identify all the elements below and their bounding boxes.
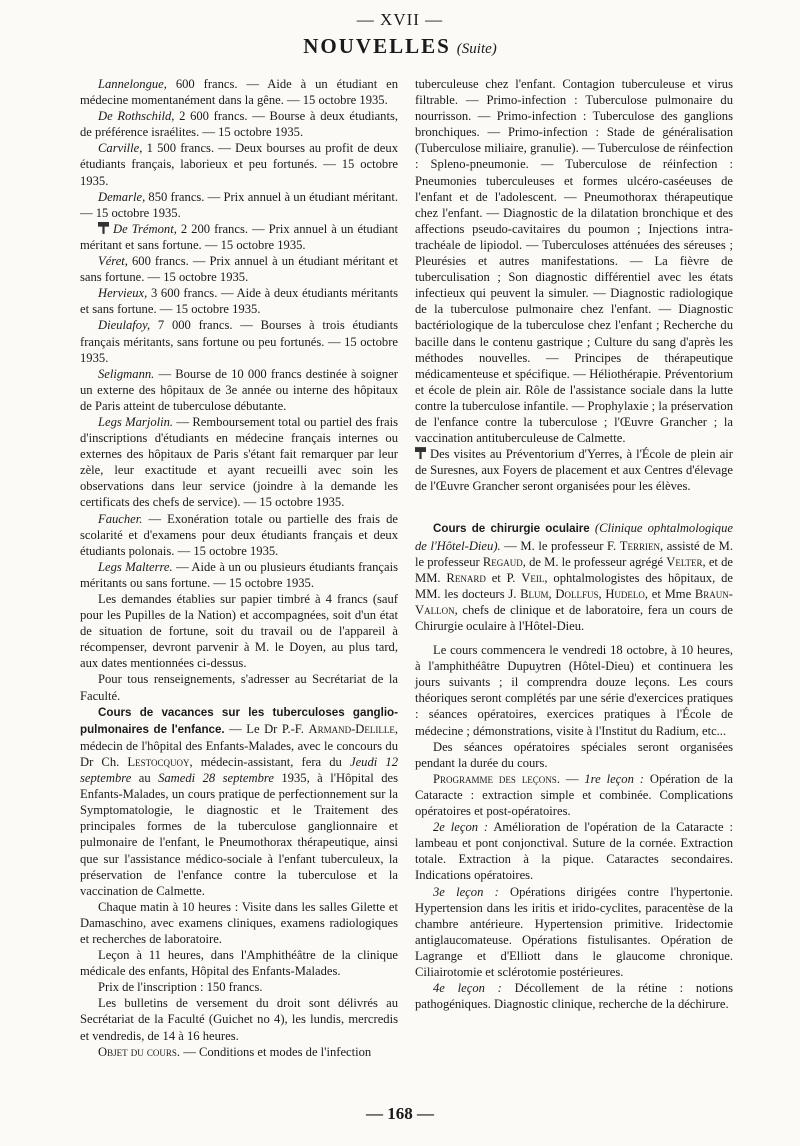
spacer bbox=[415, 494, 733, 520]
person-name: Velter, bbox=[666, 554, 706, 569]
text-run: et de MM. bbox=[415, 554, 733, 585]
lesson-label: 3e leçon : bbox=[433, 884, 499, 899]
lesson-label: 1re leçon : bbox=[584, 771, 644, 786]
roman-page-number: — XVII — bbox=[356, 10, 444, 29]
prize-entry bbox=[80, 511, 398, 559]
text-run: Opérations dirigées contre l'hypertonie. Hypertension dans les iritis et irido-cyclites, paracentèse de la chambre antérieure. Hypertension primitive. Iridectomie antiglaucomateuse. Opérations fistulisantes. Opération de Lagrange et d'Elliott dans le glaucome chronique. Ciliairotomie et sclérotomie postérieures. bbox=[415, 884, 733, 979]
text-run: et Mme bbox=[648, 586, 695, 601]
prize-name: Hervieux, bbox=[98, 286, 148, 301]
paragraph-lesson-2 bbox=[415, 819, 733, 883]
prize-name: Carville, bbox=[98, 141, 143, 156]
prize-name: Legs Malterre. bbox=[98, 559, 173, 574]
lesson-label: 2e leçon : bbox=[433, 820, 489, 835]
prize-name: Véret, bbox=[98, 254, 128, 269]
page-number: — 168 — bbox=[366, 1104, 434, 1123]
paragraph-commencera: Le cours commencera le vendredi 18 octobre, à 10 heures, à l'amphithéâtre Dupuytren (Hôtel-Dieu) et continuera les jours suivants ; il comprendra douze leçons. Les cours théoriques seront complétés par une série d'exercices pratiques : séances opératoires, exercices pratiques à l'École de médecine ; démonstrations, visite à l'Institut du Radium, etc... bbox=[415, 643, 733, 738]
text-run: — M. le professeur F. bbox=[500, 538, 620, 553]
ocular-course-place: (Clinique ophtalmologique de l'Hôtel-Dieu). bbox=[415, 521, 733, 553]
pointing-hand-icon bbox=[98, 222, 109, 234]
text-run: Des visites au Préventorium d'Yerres, à l'École de plein air de Suresnes, aux Foyers de placement et aux Centres d'élevage de l'Œuvre Grancher seront organisées pour les élèves. bbox=[415, 447, 733, 494]
pointing-hand-icon bbox=[415, 447, 426, 459]
prize-description: 3 600 francs. — Aide à deux étudiants méritants et sans fortune. — 15 octobre 1935. bbox=[80, 286, 398, 317]
text-run: 1935, à l'Hôpital des Enfants-Malades, un cours pratique de perfectionnement sur la Symptomatologie, le diagnostic et le Traitement des principales formes de la tuberculose ganglionnaire et pulmonaire de l'enfant, le Pneumothorax thérapeutique, ainsi que sur l'assistance médico-sociale à l'enfant tuberculeux, la préservation de l'enfance contre la tuberculose et la vaccination de Calmette. bbox=[80, 771, 398, 898]
prize-description: 2 200 francs. — Prix annuel à un étudiant méritant et sans fortune. — 15 octobre 1935. bbox=[80, 221, 399, 252]
prize-entry bbox=[80, 189, 398, 221]
prize-entry bbox=[80, 140, 398, 188]
section-title-text: NOUVELLES bbox=[303, 34, 451, 58]
right-column bbox=[415, 76, 733, 1012]
person-name: Terrien, bbox=[619, 538, 664, 553]
prize-description: 7 000 francs. — Bourses à trois étudiants français méritants, sans fortune ou peu fortunés. — 15 octobre 1935. bbox=[80, 318, 398, 365]
prize-description: 1 500 francs. — Deux bourses au profit de deux étudiants français, laborieux et peu fortunés. — 15 octobre 1935. bbox=[80, 141, 398, 188]
paragraph-objet bbox=[80, 1044, 398, 1060]
prize-description: 600 francs. — Prix annuel à un étudiant méritant et sans fortune. — 15 octobre 1935. bbox=[80, 254, 398, 285]
person-name: Regaud, bbox=[482, 554, 526, 569]
text-run: médecin de l'hôpital des Enfants-Malades, avec le concours du Dr Ch. bbox=[80, 738, 398, 769]
objet-label: Objet du cours. bbox=[98, 1044, 181, 1059]
paragraph-bulletins: Les bulletins de versement du droit sont délivrés au Secrétariat de la Faculté (Guichet no 4), les lundis, mercredis et vendredis, de 14 à 16 heures. bbox=[80, 996, 398, 1043]
prize-entry bbox=[80, 414, 398, 511]
text-run: assisté de M. le professeur bbox=[415, 538, 733, 569]
prize-entry bbox=[80, 108, 398, 140]
paragraph-seances: Des séances opératoires spéciales seront organisées pendant la durée du cours. bbox=[415, 739, 733, 770]
person-name: Renard bbox=[446, 570, 486, 585]
paragraph-lesson-3 bbox=[415, 884, 733, 981]
prize-name: Dieulafoy, bbox=[98, 318, 151, 333]
prize-description: — Exonération totale ou partielle des frais de scolarité et d'examens pour deux étudiants français et deux étudiants polonais. — 15 octobre 1935. bbox=[80, 511, 398, 558]
prize-name: Demarle, bbox=[98, 189, 146, 204]
vacation-course-heading: Cours de vacances sur les tuberculoses ganglio-pulmonaires de l'enfance. bbox=[80, 705, 398, 736]
paragraph-lecon: Leçon à 11 heures, dans l'Amphithéâtre de la clinique médicale des enfants, Hôpital des Enfants-Malades. bbox=[80, 948, 398, 979]
paragraph-lesson-1: Programme des leçons. — 1re leçon : Opération de la Cataracte : extraction simple et combinée. Complications opératoires et post-opératoires. bbox=[415, 771, 734, 819]
prize-description: 850 francs. — Prix annuel à un étudiant méritant. — 15 octobre 1935. bbox=[80, 189, 398, 220]
date-start: Jeudi 12 septembre bbox=[80, 754, 399, 786]
text-run: — Le Dr P.-F. bbox=[224, 721, 309, 736]
text-run: et P. bbox=[485, 570, 522, 585]
prize-description: 600 francs. — Aide à un étudiant en médecine momentanément dans la gêne. — 15 octobre 1935. bbox=[80, 77, 398, 108]
prize-entry bbox=[80, 76, 398, 108]
prize-entry bbox=[80, 366, 398, 414]
date-end: Samedi 28 septembre bbox=[158, 771, 274, 786]
paragraph-matin: Chaque matin à 10 heures : Visite dans les salles Gilette et Damaschino, avec examens cliniques, examens radiologiques et recherches de laboratoire. bbox=[80, 899, 398, 946]
spacer bbox=[415, 634, 733, 642]
paragraph-prix: Prix de l'inscription : 150 francs. bbox=[98, 980, 263, 995]
prize-name: Faucher. bbox=[98, 511, 143, 526]
text-run: Opération de la Cataracte : extraction simple et combinée. Complications opératoires et post-opératoires. bbox=[415, 771, 734, 819]
vacation-course-announcement bbox=[80, 704, 398, 899]
text-run: de M. le professeur agrégé bbox=[525, 554, 667, 569]
text-run: chefs de clinique et de laboratoire, fera un cours de Chirurgie oculaire à l'Hôtel-Dieu. bbox=[415, 602, 733, 633]
person-name: Blum, Dollfus, Hudelo, bbox=[520, 586, 649, 601]
person-name: Veil, bbox=[521, 570, 548, 585]
prize-description: — Bourse de 10 000 francs destinée à soigner un externe des hôpitaux de 3e année ou interne des hôpitaux de Paris atteint de tuberculose débutante. bbox=[80, 366, 398, 413]
paragraph-lesson-4 bbox=[415, 980, 733, 1012]
prize-description: — Remboursement total ou partiel des frais d'inscriptions d'étudiants en médecine français internes ou externes des hôpitaux de Paris s'étant fait remarquer par leur zèle, leur exactitude et ayant recueilli avec soin les observations dans leur service (joindre à la demande les certificats des chefs de service). — 15 octobre 1935. bbox=[80, 414, 398, 510]
prize-description: 2 600 francs. — Bourse à deux étudiants, de préférence israélites. — 15 octobre 1935. bbox=[80, 109, 399, 140]
prize-name: De Rothschild, bbox=[98, 109, 175, 124]
text-run: Décollement de la rétine : notions pathogéniques. Diagnostic clinique, recherche de la déchirure. bbox=[415, 981, 733, 1012]
prize-entry bbox=[80, 559, 398, 591]
prize-entry bbox=[80, 253, 398, 285]
text-run: au bbox=[131, 771, 159, 786]
prize-list bbox=[80, 76, 398, 591]
page-header bbox=[0, 10, 800, 59]
section-title-suite: (Suite) bbox=[456, 41, 497, 57]
prize-name: Seligmann. bbox=[98, 366, 155, 381]
left-column bbox=[80, 76, 398, 1060]
text-run: Amélioration de l'opération de la Cataracte : lambeau et pont conjonctival. Suture de la cornée. Extraction totale. Extraction à la pique. Cataractes secondaires. Indications opératoires. bbox=[415, 820, 733, 883]
prize-name: Lannelongue, bbox=[98, 77, 167, 91]
text-run: ophtalmologistes des hôpitaux, de MM. les docteurs J. bbox=[415, 570, 733, 601]
text-run: médecin-assistant, fera du bbox=[192, 754, 350, 769]
paragraph-demandes: Les demandes établies sur papier timbré à 4 francs (sauf pour les Pupilles de la Nation) et accompagnées, soit d'un état de situation de fortune, soit du travail ou de l'appareil à récompenser, devront parvenir à M. le Doyen, au plus tard, aux dates mentionnées ci-dessus. bbox=[80, 592, 398, 671]
prize-entry bbox=[80, 285, 398, 317]
paragraph-programme-tuberculose: tuberculeuse chez l'enfant. Contagion tuberculeuse et virus filtrable. — Primo-infection : Tuberculose pulmonaire du nourrisson. — Primo-infection : Tuberculose des ganglions bronchiques. — Primo-infection : Stade de généralisation (Tuberculose miliaire, granulie). — Tuberculose de réinfection : Spleno-pneumonie. — Tuberculose de réinfection : Pneumonies tuberculeuses et formes ulcéro-caséeuses de l'enfant et de l'adolescent. — Pneumothorax thérapeutique chez l'enfant. — Diagnostic de la dilatation bronchique et des affections pseudo-cavitaires du poumon ; Injections intra-trachéale de lipiodol. — Tuberculoses atténuées des séreuses ; Pleurésies et autres manifestations. — La fièvre de tuberculisation ; Son diagnostic différentiel avec les états infectieux qui peuvent la simuler. — Diagnostic radiologique de la tuberculose pulmonaire chez l'enfant. — Diagnostic bactériologique de la tuberculose chez l'enfant ; Recherche du bacille dans le contenu gastrique ; Culture du sang d'après les méthodes nouvelles. — Principes de thérapeutique médicamenteuse et spécifique. — Héliothérapie. Préventorium et école de plein air. Rôle de l'assistance sociale dans la lutte contre la tuberculose infantile. — Prophylaxie ; la préservation de l'enfance contre la tuberculose ; l'Œuvre Grancher ; la vaccination antituberculeuse de Calmette. bbox=[415, 77, 733, 446]
prize-name: De Trémont, bbox=[113, 221, 177, 236]
person-name: Armand-Delille, bbox=[308, 721, 398, 736]
paragraph-renseignements: Pour tous renseignements, s'adresser au Secrétariat de la Faculté. bbox=[80, 672, 398, 703]
person-name: Lestocquoy, bbox=[127, 754, 193, 769]
prize-entry bbox=[80, 221, 398, 253]
section-title bbox=[0, 34, 800, 59]
lesson-label: 4e leçon : bbox=[433, 981, 502, 996]
text-run: — Conditions et modes de l'infection bbox=[180, 1044, 372, 1059]
paragraph-visites bbox=[415, 446, 733, 494]
person-name: Braun-Vallon, bbox=[415, 586, 733, 617]
prize-entry bbox=[80, 317, 398, 365]
programme-label: Programme des leçons. bbox=[433, 771, 560, 786]
prize-name: Legs Marjolin. bbox=[98, 414, 174, 429]
ocular-course-announcement bbox=[415, 520, 733, 634]
prize-description: — Aide à un ou plusieurs étudiants français méritants ou sans fortune. — 15 octobre 1935. bbox=[80, 559, 399, 590]
ocular-course-heading: Cours de chirurgie oculaire bbox=[433, 522, 590, 536]
